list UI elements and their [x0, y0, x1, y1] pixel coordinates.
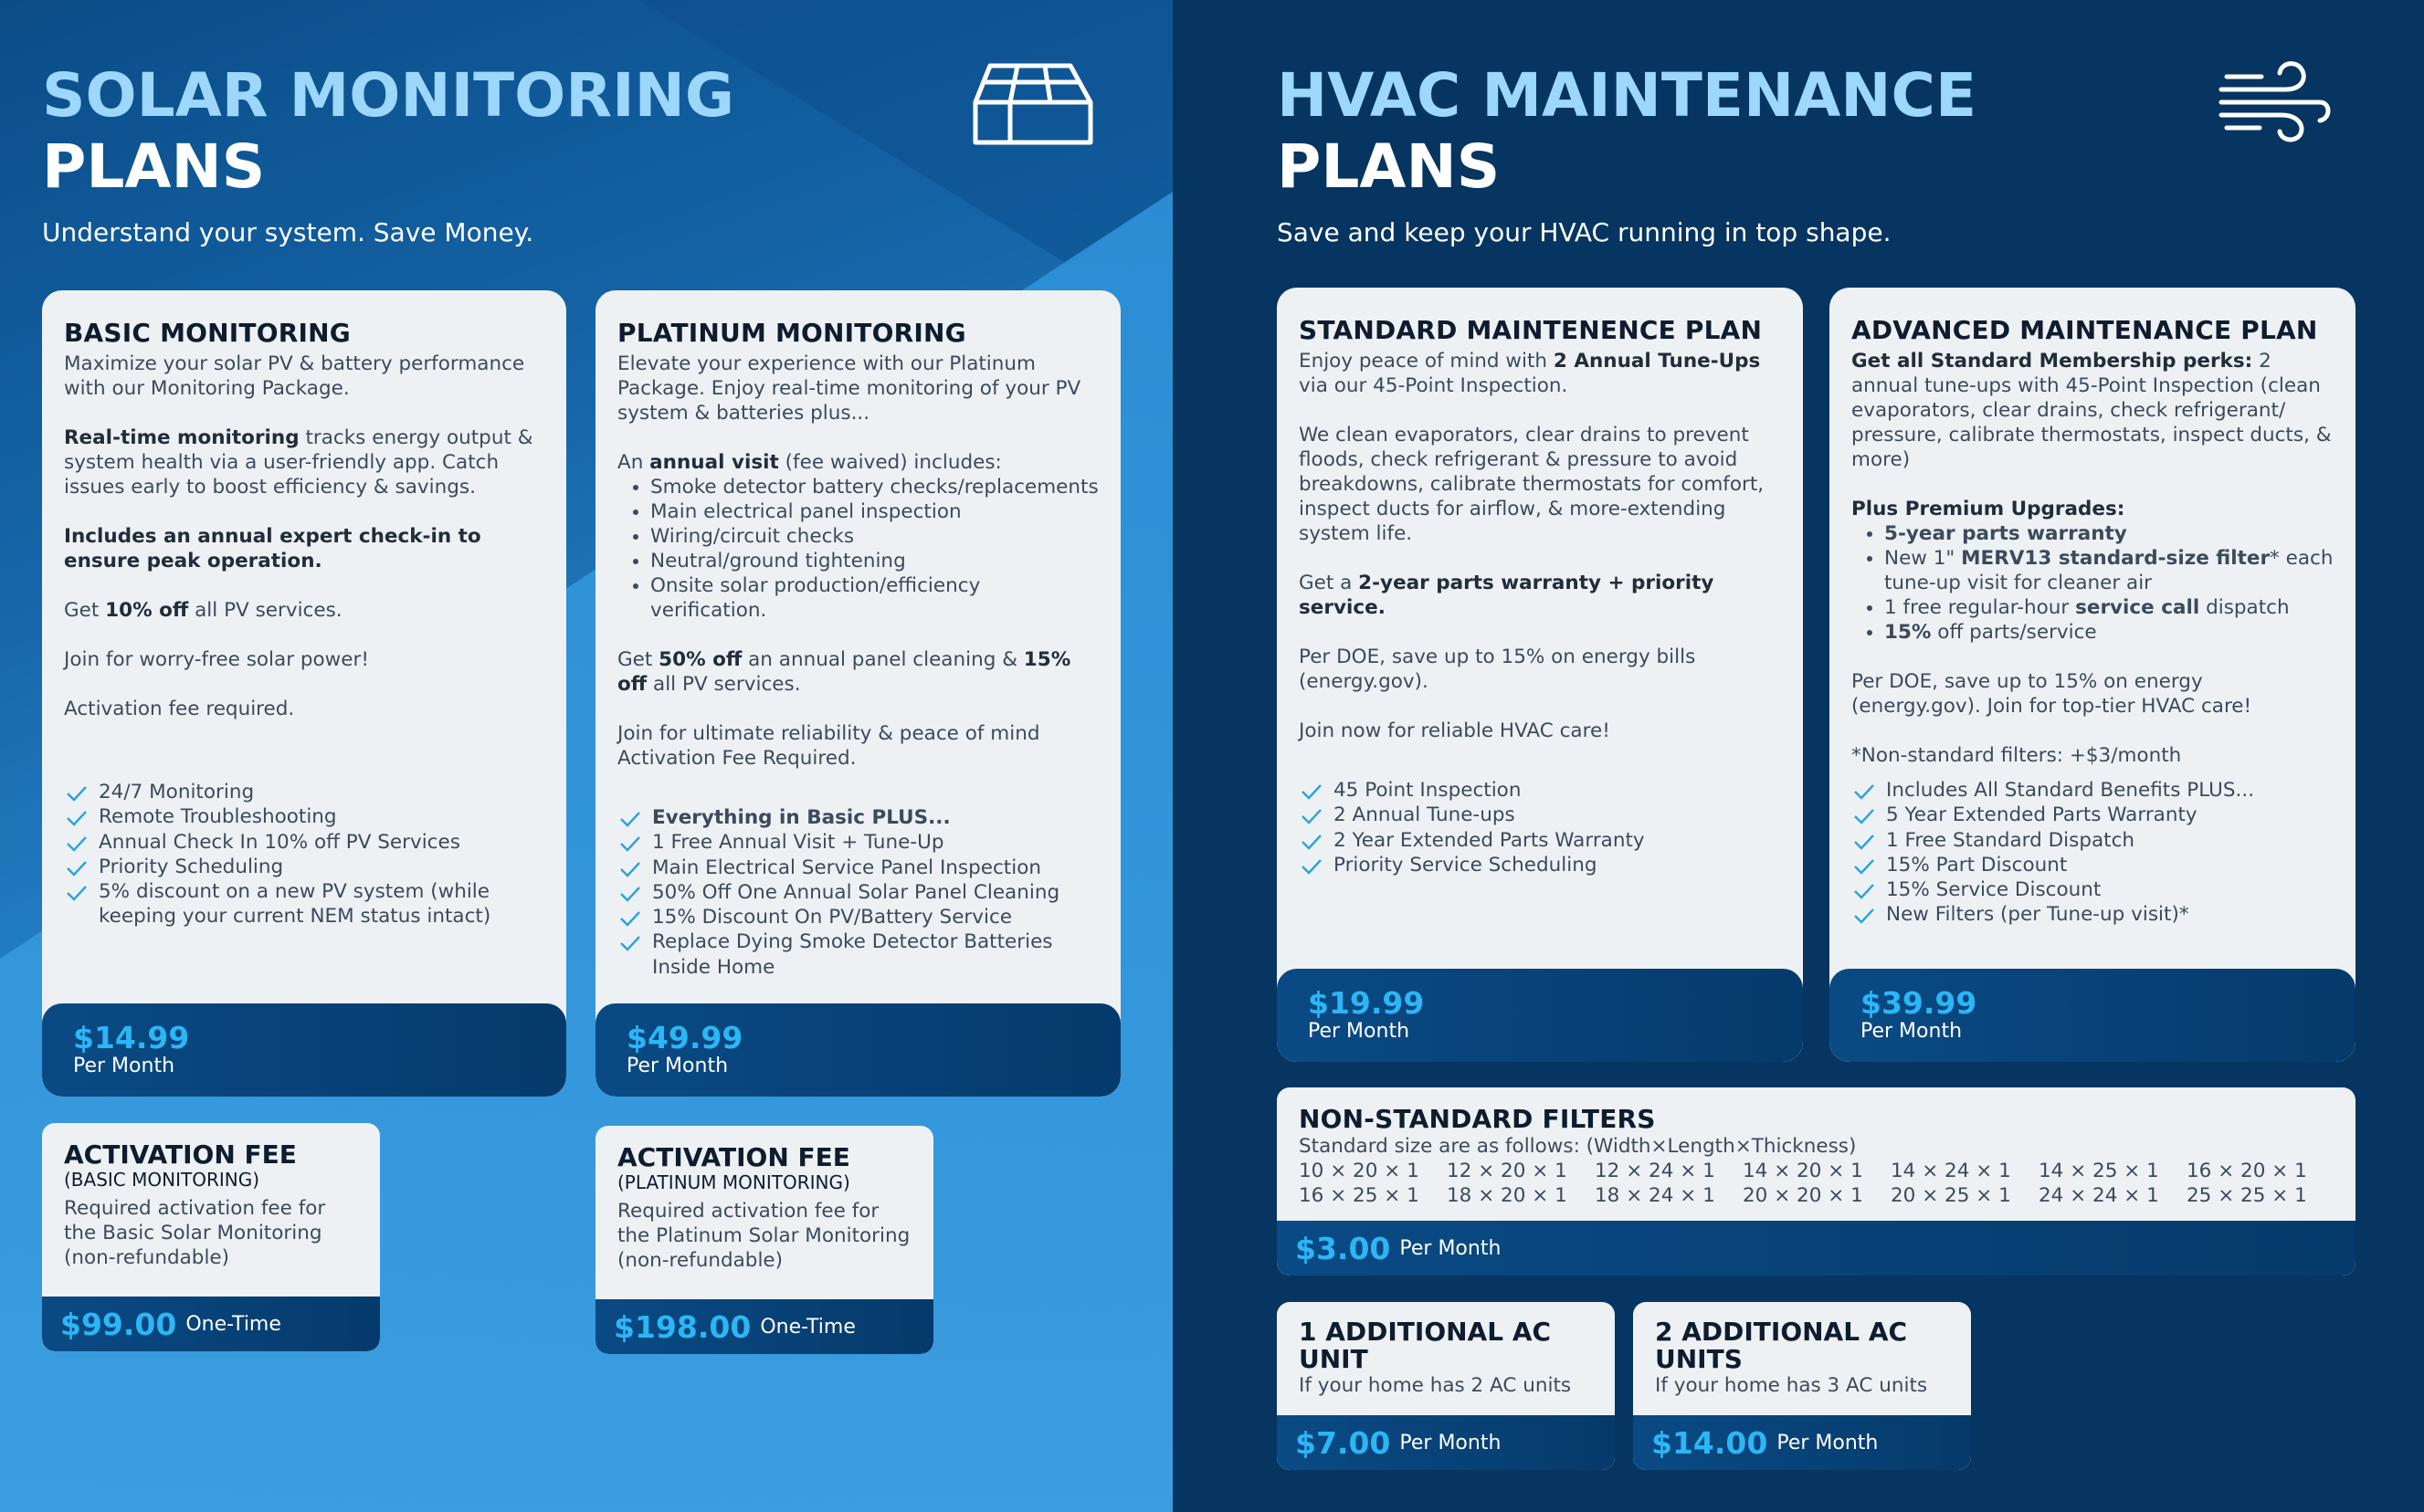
advanced-price-bar	[1829, 969, 2355, 1062]
filter-size: 20 × 20 × 1	[1743, 1184, 1863, 1207]
solar-panel-icon	[972, 62, 1094, 146]
feature-item	[1851, 828, 2334, 853]
standard-intro	[1299, 349, 1781, 398]
wind-icon	[2218, 57, 2331, 144]
standard-join: Join now for reliable HVAC care!	[1299, 719, 1610, 742]
check-icon	[66, 860, 88, 877]
check-icon	[1853, 858, 1875, 875]
check-icon	[1853, 783, 1875, 800]
advanced-upgrades-title	[1851, 497, 2334, 521]
platinum-price-period: Per Month	[627, 1055, 729, 1077]
platinum-price-bar	[595, 1003, 1121, 1097]
feature-item	[1299, 778, 1781, 803]
additional-ac-price-bar	[1277, 1415, 1615, 1470]
filter-size: 14 × 25 × 1	[2039, 1160, 2159, 1182]
visit-item: • Onsite solar production/efficiency verification.	[650, 573, 1099, 623]
feature-text: Priority Scheduling	[99, 855, 284, 878]
visit-item: • Neutral/ground tightening	[650, 549, 1099, 573]
activation-fee-desc: Required activation fee for the Basic Solar Monitoring (non-refundable)	[64, 1197, 326, 1269]
upgrade-pre: 1 free regular-hour	[1884, 596, 2076, 619]
check-icon	[1301, 834, 1323, 850]
feature-text: 15% Service Discount	[1886, 878, 2102, 902]
additional-ac-price-bar	[1633, 1415, 1971, 1470]
filter-size: 18 × 20 × 1	[1447, 1184, 1567, 1207]
hvac-heading-line2: PLANS	[1277, 131, 1501, 202]
upgrade-pre: New 1"	[1884, 547, 1962, 570]
platinum-monitoring-title: PLATINUM MONITORING	[617, 318, 966, 348]
additional-ac-title: 1 ADDITIONAL AC UNIT	[1299, 1317, 1552, 1374]
additional-ac-period: Per Month	[1776, 1431, 1879, 1454]
activation-fee-price: $99.00	[60, 1306, 177, 1342]
standard-maintenance-card	[1277, 288, 1803, 1062]
feature-text: New Filters (per Tune-up visit)*	[1886, 903, 2189, 927]
solar-heading-line1: SOLAR MONITORING	[42, 60, 735, 131]
feature-item	[1851, 778, 2334, 803]
platinum-visit	[617, 450, 1099, 475]
filter-size-grid	[1299, 1159, 2334, 1208]
filter-size: 14 × 24 × 1	[1891, 1160, 2011, 1182]
feature-item	[64, 879, 544, 929]
visit-item: • Smoke detector battery checks/replacements	[650, 475, 1099, 499]
filters-title: NON-STANDARD FILTERS	[1299, 1104, 1656, 1134]
advanced-intro	[1851, 349, 2334, 472]
check-icon	[1301, 783, 1323, 800]
feature-item	[1851, 902, 2334, 927]
filter-size: 20 × 25 × 1	[1891, 1184, 2011, 1207]
feature-text: Annual Check In 10% off PV Services	[99, 830, 460, 854]
hvac-tagline: Save and keep your HVAC running in top shape.	[1277, 217, 1892, 247]
solar-heading	[42, 60, 734, 203]
hvac-heading	[1277, 60, 1976, 203]
check-icon	[1853, 908, 1875, 924]
feature-text: 1 Free Annual Visit + Tune-Up	[652, 831, 944, 855]
feature-text: Priority Service Scheduling	[1333, 853, 1597, 877]
feature-text: 45 Point Inspection	[1333, 779, 1522, 802]
basic-discount-pre: Get	[64, 599, 106, 622]
platinum-visit-pre: An	[617, 451, 650, 474]
advanced-price-period: Per Month	[1860, 1020, 1963, 1043]
basic-monitoring-title: BASIC MONITORING	[64, 318, 351, 348]
feature-item	[617, 905, 1099, 929]
check-icon	[619, 861, 641, 877]
filter-size: 12 × 24 × 1	[1595, 1160, 1715, 1182]
filter-size: 14 × 20 × 1	[1743, 1160, 1863, 1182]
activation-fee-title: ACTIVATION FEE	[617, 1142, 850, 1172]
activation-fee-price: $198.00	[614, 1308, 752, 1345]
feature-item	[1851, 803, 2334, 827]
advanced-plan-title: ADVANCED MAINTENANCE PLAN	[1851, 315, 2318, 345]
feature-text: 2 Annual Tune-ups	[1333, 803, 1515, 827]
feature-text: 15% Discount On PV/Battery Service	[652, 906, 1013, 929]
advanced-price: $39.99	[1860, 985, 1977, 1021]
feature-text: 2 Year Extended Parts Warranty	[1333, 828, 1645, 852]
platinum-join: Join for ultimate reliability & peace of mind Activation Fee Required.	[617, 722, 1040, 770]
standard-warranty	[1299, 571, 1781, 620]
platinum-discount	[617, 647, 1099, 697]
platinum-feature-list	[617, 805, 1099, 980]
check-icon	[1853, 808, 1875, 824]
basic-discount-bold: 10% off	[105, 599, 189, 622]
upgrade-bold: MERV13 standard-size filter	[1961, 547, 2271, 570]
standard-plan-title: STANDARD MAINTENENCE PLAN	[1299, 315, 1763, 345]
filter-size: 12 × 20 × 1	[1447, 1160, 1567, 1182]
check-icon	[619, 811, 641, 827]
activation-fee-period: One-Time	[760, 1315, 856, 1339]
platinum-visit-list	[617, 475, 1099, 623]
upgrade-item	[1884, 595, 2334, 620]
check-icon	[1301, 858, 1323, 875]
check-icon	[66, 810, 88, 826]
standard-intro-post: via our 45-Point Inspection.	[1299, 374, 1568, 397]
filter-size: 16 × 25 × 1	[1299, 1184, 1419, 1207]
visit-item: • Main electrical panel inspection	[650, 499, 1099, 524]
upgrade-bold: 5-year parts warranty	[1884, 522, 2127, 545]
additional-ac-price: $7.00	[1295, 1424, 1391, 1461]
feature-item	[617, 830, 1099, 855]
basic-price-period: Per Month	[73, 1055, 175, 1077]
activation-fee-desc: Required activation fee for the Platinum Solar Monitoring (non-refundable)	[617, 1200, 911, 1272]
additional-ac-2-card	[1633, 1302, 1971, 1470]
platinum-monitoring-card	[595, 290, 1121, 1097]
feature-text: Everything in Basic PLUS...	[652, 806, 951, 829]
basic-realtime	[64, 425, 544, 499]
hvac-heading-line1: HVAC MAINTENANCE	[1277, 60, 1977, 131]
platinum-discount-bold1: 50% off	[659, 648, 743, 671]
advanced-note: *Non-standard filters: +$3/month	[1851, 744, 2182, 767]
feature-item	[617, 856, 1099, 880]
check-icon	[66, 885, 88, 901]
activation-fee-price-bar	[42, 1297, 380, 1351]
check-icon	[1301, 808, 1323, 824]
additional-ac-desc: If your home has 2 AC units	[1299, 1374, 1572, 1397]
feature-item	[64, 855, 544, 879]
feature-item	[1851, 877, 2334, 902]
check-icon	[1853, 834, 1875, 850]
feature-item	[64, 780, 544, 804]
feature-text: Replace Dying Smoke Detector Batteries Inside Home	[652, 930, 1053, 979]
activation-fee-price-bar	[595, 1299, 933, 1354]
feature-text: 15% Part Discount	[1886, 853, 2068, 877]
feature-text: Includes All Standard Benefits PLUS...	[1886, 779, 2255, 802]
check-icon	[66, 785, 88, 802]
platinum-intro: Elevate your experience with our Platinum Package. Enjoy real-time monitoring of your PV system & batteries plus...	[617, 352, 1081, 425]
platinum-price: $49.99	[627, 1020, 743, 1055]
standard-price-bar	[1277, 969, 1803, 1062]
platinum-visit-bold: annual visit	[649, 451, 779, 474]
feature-text: 5 Year Extended Parts Warranty	[1886, 803, 2197, 827]
additional-ac-1-card	[1277, 1302, 1615, 1470]
filter-size: 18 × 24 × 1	[1595, 1184, 1715, 1207]
feature-text: Main Electrical Service Panel Inspection	[652, 856, 1041, 879]
basic-realtime-bold: Real-time monitoring	[64, 426, 300, 449]
feature-item	[617, 880, 1099, 905]
standard-price: $19.99	[1308, 985, 1425, 1021]
filter-size: 25 × 25 × 1	[2187, 1184, 2307, 1207]
advanced-intro-rest: 2 annual tune-ups with 45-Point Inspection (clean evaporators, clear drains, check refrigerant/ pressure, calibrate thermostats, inspect ducts, & more)	[1851, 350, 2332, 471]
basic-activation-note: Activation fee required.	[64, 698, 295, 720]
activation-fee-subtitle: (BASIC MONITORING)	[64, 1169, 259, 1191]
advanced-maintenance-card	[1829, 288, 2355, 1062]
platinum-discount-pre: Get	[617, 648, 659, 671]
basic-checkin	[64, 524, 544, 573]
standard-intro-pre: Enjoy peace of mind with	[1299, 350, 1554, 373]
feature-item	[1851, 853, 2334, 877]
solar-heading-line2: PLANS	[42, 131, 266, 202]
additional-ac-desc: If your home has 3 AC units	[1655, 1374, 1928, 1397]
filter-size: 10 × 20 × 1	[1299, 1160, 1419, 1182]
visit-item: • Wiring/circuit checks	[650, 524, 1099, 549]
upgrade-post: * each tune-up visit for cleaner air	[1884, 547, 2334, 594]
standard-details: We clean evaporators, clear drains to prevent floods, check refrigerant & pressure to avoid breakdowns, calibrate thermostats for comfort, inspect ducts for airflow, & more-extending system life.	[1299, 424, 1765, 545]
check-icon	[619, 935, 641, 951]
platinum-discount-post: all PV services.	[647, 673, 801, 696]
advanced-doe: Per DOE, save up to 15% on energy (energy.gov). Join for top-tier HVAC care!	[1851, 670, 2252, 718]
upgrade-item	[1884, 546, 2334, 595]
standard-warranty-bold: 2-year parts warranty + priority service.	[1299, 572, 1714, 619]
feature-item	[617, 805, 1099, 830]
filters-subtitle: Standard size are as follows: (Width×Length×Thickness)	[1299, 1135, 1857, 1158]
additional-ac-title: 2 ADDITIONAL AC UNITS	[1655, 1317, 1908, 1374]
additional-ac-period: Per Month	[1399, 1431, 1502, 1454]
feature-item	[1299, 853, 1781, 877]
standard-intro-bold: 2 Annual Tune-Ups	[1553, 350, 1761, 373]
basic-intro: Maximize your solar PV & battery performance with our Monitoring Package.	[64, 352, 525, 400]
standard-doe: Per DOE, save up to 15% on energy bills (energy.gov).	[1299, 646, 1696, 693]
platinum-discount-bold2: 15% off	[617, 648, 1071, 696]
upgrade-item	[1884, 620, 2334, 645]
activation-fee-basic-card	[42, 1123, 380, 1351]
standard-warranty-pre: Get a	[1299, 572, 1359, 594]
upgrade-bold: 15%	[1884, 621, 1932, 644]
check-icon	[619, 886, 641, 902]
standard-feature-list	[1299, 778, 1781, 877]
platinum-visit-post: (fee waived) includes:	[778, 451, 1002, 474]
feature-text: 1 Free Standard Dispatch	[1886, 828, 2135, 852]
upgrade-post: dispatch	[2199, 596, 2290, 619]
basic-checkin-text: Includes an annual expert check-in to ensure peak operation.	[64, 525, 481, 572]
advanced-intro-bold: Get all Standard Membership perks:	[1851, 350, 2253, 373]
basic-discount	[64, 598, 544, 623]
feature-item	[64, 804, 544, 829]
feature-text: 24/7 Monitoring	[99, 781, 255, 803]
basic-discount-post: all PV services.	[188, 599, 343, 622]
platinum-discount-mid: an annual panel cleaning &	[742, 648, 1024, 671]
standard-price-period: Per Month	[1308, 1020, 1410, 1043]
upgrade-item	[1884, 521, 2334, 546]
basic-realtime-rest: tracks energy output & system health via a user-friendly app. Catch issues early to boost efficiency & savings.	[64, 426, 533, 499]
basic-price: $14.99	[73, 1020, 190, 1055]
advanced-feature-list	[1851, 778, 2334, 928]
basic-join: Join for worry-free solar power!	[64, 648, 369, 671]
filters-price-bar	[1277, 1221, 2355, 1276]
non-standard-filters-card	[1277, 1087, 2355, 1276]
upgrade-post: off parts/service	[1931, 621, 2097, 644]
check-icon	[66, 835, 88, 852]
filter-size: 16 × 20 × 1	[2187, 1160, 2307, 1182]
basic-price-bar	[42, 1003, 566, 1097]
check-icon	[1853, 883, 1875, 899]
filter-size: 24 × 24 × 1	[2039, 1184, 2159, 1207]
activation-fee-title: ACTIVATION FEE	[64, 1139, 297, 1170]
basic-monitoring-card	[42, 290, 566, 1097]
feature-item	[64, 830, 544, 855]
advanced-upgrade-list	[1851, 521, 2334, 645]
feature-item	[1299, 828, 1781, 853]
filters-price: $3.00	[1295, 1230, 1391, 1266]
activation-fee-period: One-Time	[185, 1312, 281, 1336]
feature-text: 5% discount on a new PV system (while keeping your current NEM status intact)	[99, 880, 491, 929]
basic-feature-list	[64, 780, 544, 929]
check-icon	[619, 910, 641, 927]
feature-text: 50% Off One Annual Solar Panel Cleaning	[652, 880, 1060, 904]
additional-ac-price: $14.00	[1651, 1424, 1768, 1461]
feature-item	[617, 929, 1099, 980]
activation-fee-subtitle: (PLATINUM MONITORING)	[617, 1171, 850, 1193]
activation-fee-platinum-card	[595, 1126, 933, 1354]
upgrade-bold: service call	[2075, 596, 2200, 619]
feature-item	[1299, 803, 1781, 827]
filters-price-period: Per Month	[1399, 1236, 1502, 1260]
check-icon	[619, 835, 641, 852]
advanced-upgrades-title-text: Plus Premium Upgrades:	[1851, 498, 2125, 520]
feature-text: Remote Troubleshooting	[99, 805, 337, 829]
solar-tagline: Understand your system. Save Money.	[42, 217, 534, 247]
